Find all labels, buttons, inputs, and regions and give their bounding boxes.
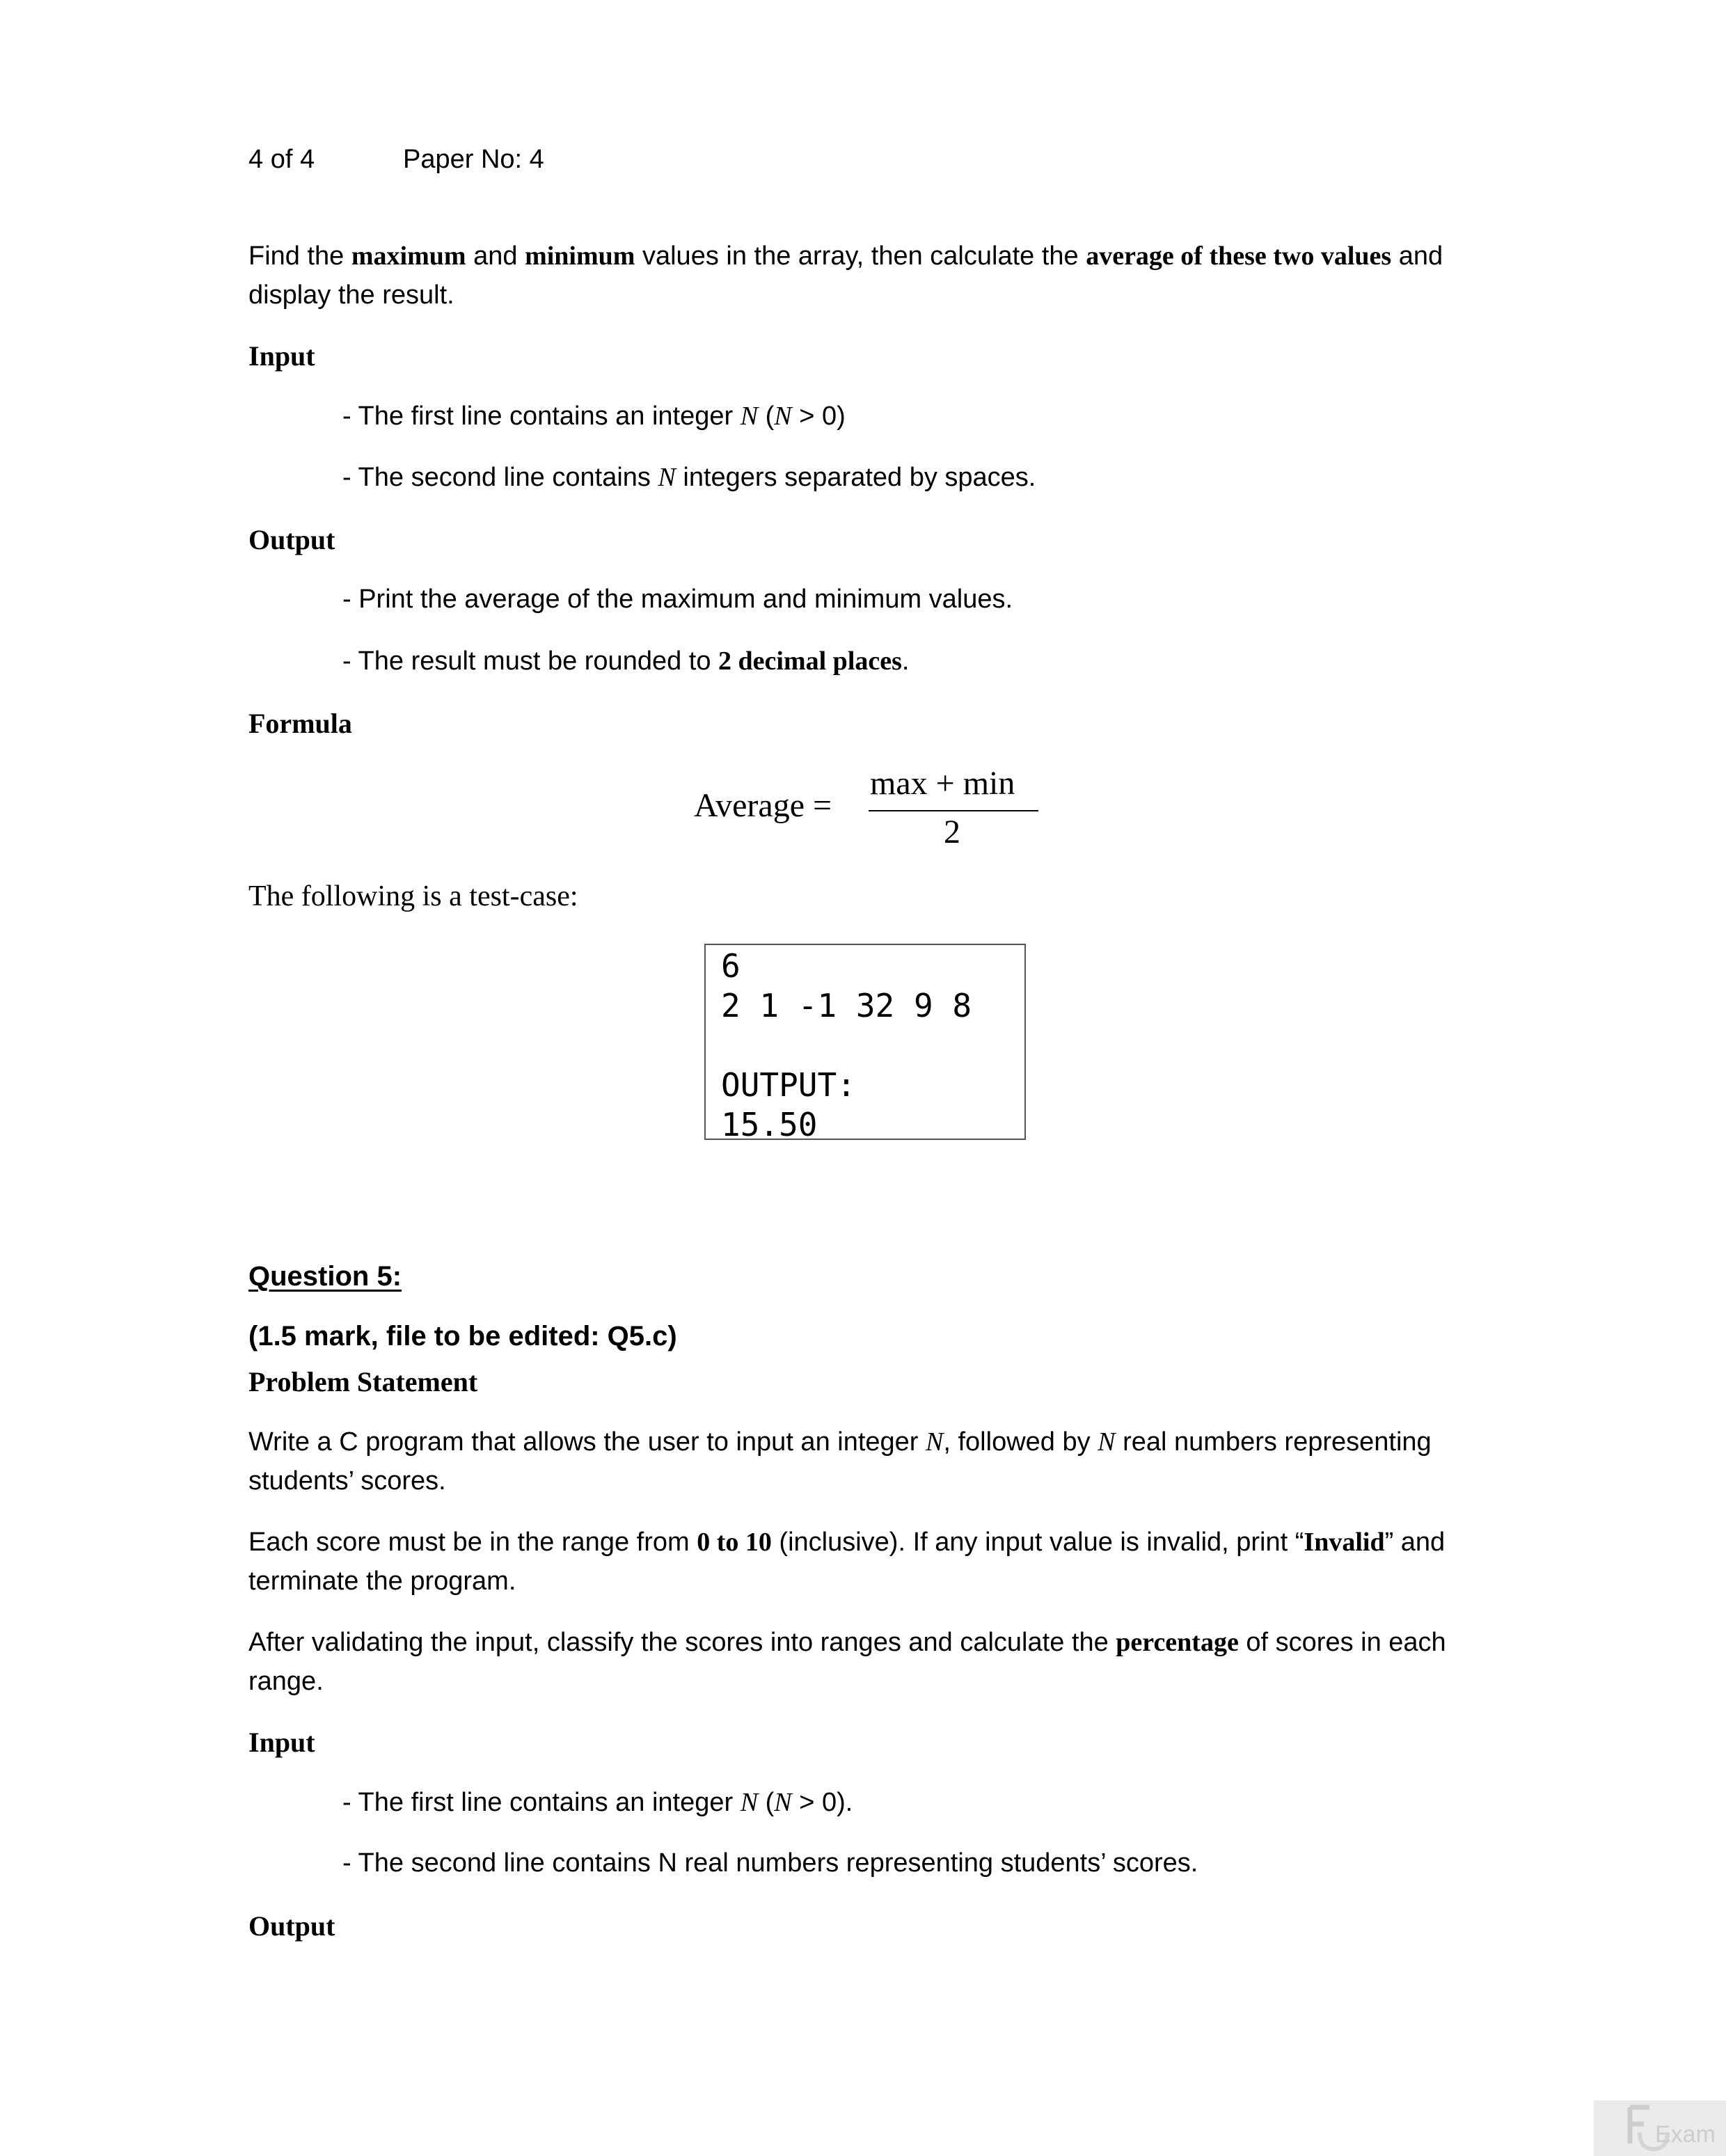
q4-input-item-1: - The first line contains an integer N (N > 0) — [342, 402, 846, 431]
q5-output-heading: Output — [248, 1910, 335, 1942]
watermark-text: Exam — [1655, 2121, 1716, 2148]
q5-input-heading: Input — [248, 1727, 315, 1758]
q5-paragraph-2-line2: terminate the program. — [248, 1567, 516, 1596]
q5-paragraph-1-line2: students’ scores. — [248, 1466, 446, 1496]
testcase-line — [721, 1026, 1024, 1065]
q5-paragraph-3-line1: After validating the input, classify the scores into ranges and calculate the percentage of scores in each — [248, 1628, 1446, 1657]
formula-fraction-bar — [869, 810, 1038, 811]
q4-output-item-1: - Print the average of the maximum and minimum values. — [342, 585, 1013, 614]
q5-paragraph-3-line2: range. — [248, 1667, 324, 1696]
formula-lhs: Average = — [694, 787, 832, 824]
watermark-logo — [1594, 2100, 1726, 2156]
q4-input-item-2: - The second line contains N integers separated by spaces. — [342, 463, 1036, 492]
testcase-line: 2 1 -1 32 9 8 — [721, 987, 972, 1024]
q4-output-item-2: - The result must be rounded to 2 decimal places. — [342, 647, 910, 676]
q5-input-item-2: - The second line contains N real numbers representing students’ scores. — [342, 1848, 1198, 1878]
q5-mark-line: (1.5 mark, file to be edited: Q5.c) — [248, 1321, 677, 1352]
q5-problem-heading: Problem Statement — [248, 1366, 478, 1397]
formula-numerator: max + min — [870, 765, 1015, 802]
testcase-intro: The following is a test-case: — [248, 880, 578, 912]
q5-paragraph-1-line1: Write a C program that allows the user to input an integer N, followed by N real numbers representing — [248, 1427, 1432, 1457]
q5-input-item-1: - The first line contains an integer N (N > 0). — [342, 1788, 853, 1817]
formula-denominator: 2 — [944, 814, 960, 850]
testcase-line: 15.50 — [721, 1106, 818, 1143]
testcase-line: OUTPUT: — [721, 1066, 856, 1104]
q5-title: Question 5: — [248, 1261, 402, 1292]
q4-input-heading: Input — [248, 340, 315, 372]
q5-paragraph-2-line1: Each score must be in the range from 0 to 10 (inclusive). If any input value is invalid, print “Invalid” and — [248, 1528, 1446, 1557]
q4-output-heading: Output — [248, 524, 335, 555]
paper-number: Paper No: 4 — [403, 145, 544, 174]
testcase-line: 6 — [721, 947, 741, 985]
q4-formula-heading: Formula — [248, 708, 352, 739]
page-count: 4 of 4 — [248, 145, 315, 174]
q4-intro-line1: Find the maximum and minimum values in the array, then calculate the average of these two values and — [248, 241, 1443, 271]
testcase-box — [704, 944, 1026, 1143]
q4-intro-line2: display the result. — [248, 280, 454, 310]
watermark-fu-icon — [1594, 2100, 1726, 2156]
